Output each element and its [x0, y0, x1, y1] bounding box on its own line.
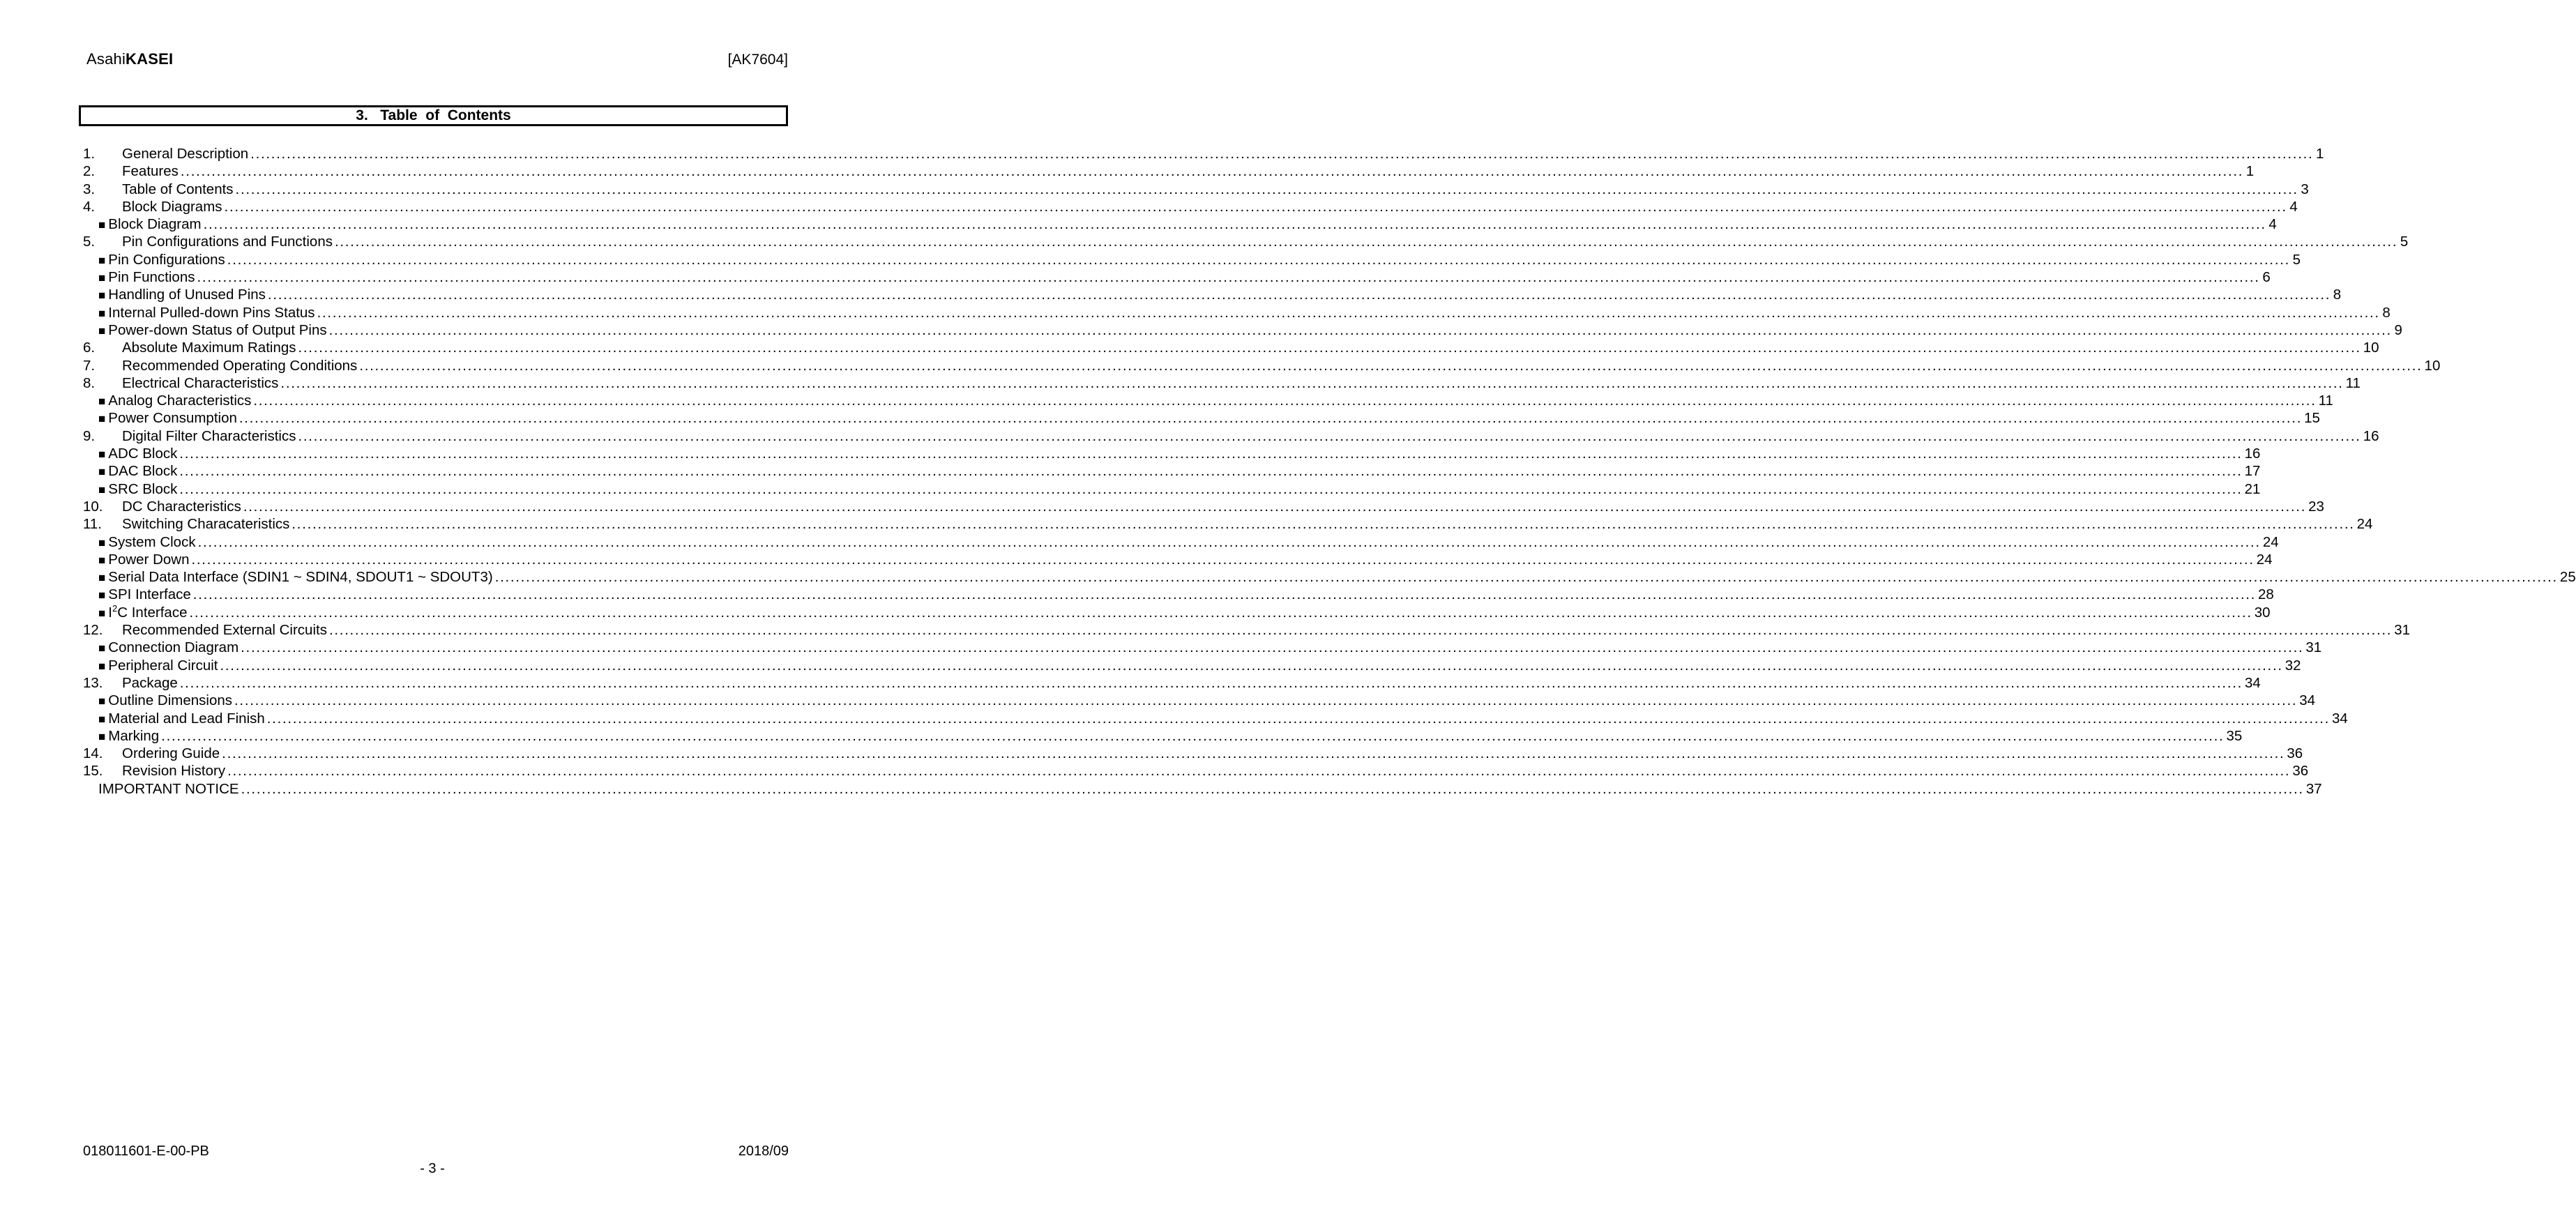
toc-dot-leader: ................................................................................................................................................................................................................................................................................................................................................................................................................ — [189, 604, 2252, 621]
toc-entry-number: 10. — [83, 498, 103, 515]
toc-entry-label: Connection Diagram — [108, 639, 239, 656]
toc-entry[interactable] — [83, 392, 2333, 409]
toc-dot-leader: ................................................................................................................................................................................................................................................................................................................................................................................................................ — [224, 198, 2287, 215]
toc-dot-leader: ................................................................................................................................................................................................................................................................................................................................................................................................................ — [203, 216, 2266, 233]
toc-page-number: 1 — [2316, 146, 2324, 162]
toc-entry[interactable] — [83, 145, 2324, 162]
toc-page-number: 28 — [2258, 586, 2274, 603]
toc-entry-label: Material and Lead Finish — [108, 710, 265, 727]
square-bullet-icon: ■ — [98, 412, 106, 426]
toc-entry-line — [83, 498, 2324, 515]
toc-entry-label: Table of Contents — [122, 181, 234, 197]
toc-entry[interactable] — [83, 215, 2277, 233]
toc-dot-leader: ................................................................................................................................................................................................................................................................................................................................................................................................................ — [317, 304, 2380, 321]
toc-entry-label: Handling of Unused Pins — [108, 287, 266, 303]
toc-entry-label: Pin Functions — [108, 269, 195, 286]
toc-dot-leader: ................................................................................................................................................................................................................................................................................................................................................................................................................ — [266, 710, 2331, 727]
toc-entry[interactable] — [83, 268, 2271, 286]
toc-entry-line — [83, 339, 2379, 356]
toc-entry[interactable] — [83, 409, 2320, 427]
toc-label-part: I — [108, 604, 112, 621]
toc-entry-label: Features — [122, 163, 179, 180]
toc-entry-label: DC Characteristics — [122, 498, 241, 515]
toc-dot-leader: ................................................................................................................................................................................................................................................................................................................................................................................................................ — [227, 763, 2291, 780]
toc-entry-line — [83, 233, 2409, 250]
toc-entry[interactable] — [83, 445, 2261, 462]
toc-entry-line — [83, 198, 2298, 215]
logo-text-bold: KASEI — [126, 50, 174, 68]
toc-page-number: 24 — [2356, 516, 2373, 533]
toc-page-number: 37 — [2305, 780, 2322, 797]
toc-entry-line — [83, 515, 2373, 533]
toc-entry-number: 4. — [83, 198, 96, 215]
toc-entry-label: SRC Block — [108, 480, 178, 497]
footer-page-number: - 3 - — [420, 1161, 445, 1176]
toc-entry-line — [83, 780, 2322, 798]
toc-dot-leader: ................................................................................................................................................................................................................................................................................................................................................................................................................ — [179, 674, 2243, 691]
table-of-contents — [83, 145, 2576, 798]
toc-page-number: 31 — [2394, 622, 2410, 639]
section-title-box — [79, 105, 788, 126]
toc-entry-label: Pin Configurations — [108, 251, 225, 268]
toc-page-number: 36 — [2292, 763, 2309, 780]
square-bullet-icon: ■ — [98, 271, 106, 285]
toc-page-number: 10 — [2363, 340, 2379, 356]
toc-entry-label: Ordering Guide — [122, 745, 220, 762]
toc-entry-line — [83, 462, 2261, 480]
logo-text-light: Asahi — [86, 50, 126, 68]
toc-page-number: 21 — [2244, 480, 2261, 497]
square-bullet-icon: ■ — [98, 483, 106, 496]
toc-page-number: 23 — [2308, 498, 2324, 515]
toc-page-number: 1 — [2245, 163, 2255, 180]
toc-dot-leader: ................................................................................................................................................................................................................................................................................................................................................................................................................ — [241, 639, 2304, 656]
toc-entry[interactable] — [83, 639, 2322, 656]
page-header — [86, 50, 788, 71]
square-bullet-icon: ■ — [98, 659, 106, 673]
toc-entry-line — [83, 710, 2348, 728]
toc-entry-label: Marking — [108, 727, 160, 744]
toc-dot-leader: ................................................................................................................................................................................................................................................................................................................................................................................................................ — [179, 463, 2243, 480]
toc-entry-label: System Clock — [108, 533, 196, 550]
toc-entry-label: Recommended Operating Conditions — [122, 357, 358, 374]
toc-entry-label: Outline Dimensions — [108, 692, 233, 709]
square-bullet-icon: ■ — [98, 395, 106, 409]
toc-entry[interactable] — [83, 780, 2322, 798]
toc-entry-line — [83, 357, 2441, 374]
toc-entry-label: Analog Characteristics — [108, 393, 252, 409]
square-bullet-icon: ■ — [98, 712, 106, 726]
toc-page-number: 4 — [2268, 216, 2277, 233]
toc-page-number: 15 — [2304, 410, 2320, 427]
toc-label-superscript: 2 — [112, 602, 118, 614]
toc-dot-leader: ................................................................................................................................................................................................................................................................................................................................................................................................................ — [298, 340, 2361, 356]
toc-page-number: 11 — [2345, 374, 2361, 391]
toc-page-number: 16 — [2244, 446, 2261, 462]
toc-entry-line — [83, 602, 2271, 622]
toc-entry[interactable] — [83, 427, 2379, 445]
toc-page-number: 8 — [2333, 287, 2342, 303]
toc-entry-line — [83, 445, 2261, 463]
toc-entry[interactable] — [83, 233, 2409, 250]
toc-page-number: 17 — [2244, 463, 2261, 480]
toc-entry-line — [83, 162, 2255, 180]
toc-entry-label: General Description — [122, 146, 249, 162]
toc-entry-line — [83, 304, 2391, 322]
toc-entry-label: Package — [122, 674, 178, 691]
toc-entry-number: 12. — [83, 622, 103, 639]
toc-entry-number: 8. — [83, 374, 96, 391]
toc-page-number: 9 — [2394, 321, 2402, 338]
toc-page-number: 34 — [2299, 692, 2316, 709]
toc-entry-number: 14. — [83, 745, 103, 762]
toc-page-number: 34 — [2245, 674, 2261, 691]
section-title: 3. Table of Contents — [356, 107, 511, 123]
toc-dot-leader: ................................................................................................................................................................................................................................................................................................................................................................................................................ — [238, 410, 2303, 427]
toc-entry-number: 15. — [83, 763, 103, 780]
toc-entry[interactable] — [83, 727, 2243, 745]
toc-page-number: 6 — [2262, 269, 2271, 286]
toc-page-number: 30 — [2254, 604, 2271, 621]
toc-dot-leader: ................................................................................................................................................................................................................................................................................................................................................................................................................ — [241, 780, 2304, 797]
toc-dot-leader: ................................................................................................................................................................................................................................................................................................................................................................................................................ — [222, 745, 2285, 762]
toc-dot-leader: ................................................................................................................................................................................................................................................................................................................................................................................................................ — [161, 727, 2225, 744]
toc-dot-leader: ................................................................................................................................................................................................................................................................................................................................................................................................................ — [180, 163, 2244, 180]
toc-dot-leader: ................................................................................................................................................................................................................................................................................................................................................................................................................ — [197, 533, 2261, 550]
toc-entry-line — [83, 568, 2576, 586]
toc-entry-label: Digital Filter Characteristics — [122, 427, 296, 444]
toc-dot-leader: ................................................................................................................................................................................................................................................................................................................................................................................................................ — [191, 551, 2255, 568]
square-bullet-icon: ■ — [98, 729, 106, 743]
footer-doc-number: 018011601-E-00-PB — [83, 1144, 209, 1159]
toc-entry[interactable] — [83, 251, 2301, 268]
toc-dot-leader: ................................................................................................................................................................................................................................................................................................................................................................................................................ — [267, 287, 2331, 303]
toc-entry-line — [83, 762, 2309, 780]
square-bullet-icon: ■ — [98, 641, 106, 655]
toc-dot-leader: ................................................................................................................................................................................................................................................................................................................................................................................................................ — [328, 321, 2392, 338]
square-bullet-icon: ■ — [98, 694, 106, 708]
toc-entry-label: Serial Data Interface (SDIN1 ~ SDIN4, SDOUT1 ~ SDOUT3) — [108, 569, 493, 586]
square-bullet-icon: ■ — [98, 465, 106, 479]
toc-entry[interactable] — [83, 339, 2379, 356]
toc-entry-number: 3. — [83, 181, 96, 197]
toc-dot-leader: ................................................................................................................................................................................................................................................................................................................................................................................................................ — [335, 234, 2398, 250]
toc-dot-leader: ................................................................................................................................................................................................................................................................................................................................................................................................................ — [494, 569, 2558, 586]
toc-entry-line — [83, 551, 2273, 569]
toc-entry-line — [83, 427, 2379, 445]
toc-dot-leader: ................................................................................................................................................................................................................................................................................................................................................................................................................ — [298, 427, 2361, 444]
square-bullet-icon: ■ — [98, 535, 106, 549]
toc-page-number: 8 — [2382, 304, 2391, 321]
toc-entry-line — [83, 215, 2277, 234]
square-bullet-icon: ■ — [98, 448, 106, 462]
toc-entry[interactable] — [83, 586, 2274, 603]
toc-entry-label: Revision History — [122, 763, 226, 780]
toc-dot-leader: ................................................................................................................................................................................................................................................................................................................................................................................................................ — [359, 357, 2423, 374]
toc-entry[interactable] — [83, 692, 2316, 709]
toc-page-number: 5 — [2400, 234, 2409, 250]
toc-entry-label — [108, 604, 187, 621]
toc-entry[interactable] — [83, 621, 2410, 639]
toc-entry-number: 5. — [83, 234, 96, 250]
toc-page-number: 36 — [2287, 745, 2303, 762]
toc-page-number: 24 — [2256, 551, 2273, 568]
footer-date: 2018/09 — [738, 1144, 789, 1159]
toc-entry-line — [83, 286, 2342, 304]
toc-page-number: 31 — [2305, 639, 2322, 656]
toc-entry[interactable] — [83, 462, 2261, 480]
toc-dot-leader: ................................................................................................................................................................................................................................................................................................................................................................................................................ — [179, 480, 2243, 497]
toc-entry-line — [83, 181, 2309, 198]
toc-entry[interactable] — [83, 762, 2309, 780]
toc-entry[interactable] — [83, 745, 2303, 762]
toc-entry-label: IMPORTANT NOTICE — [98, 780, 239, 797]
square-bullet-icon: ■ — [98, 306, 106, 320]
toc-entry-label: Recommended External Circuits — [122, 622, 327, 639]
toc-dot-leader: ................................................................................................................................................................................................................................................................................................................................................................................................................ — [291, 516, 2355, 533]
square-bullet-icon: ■ — [98, 571, 106, 585]
toc-dot-leader: ................................................................................................................................................................................................................................................................................................................................................................................................................ — [192, 586, 2257, 603]
toc-entry-line — [83, 533, 2279, 552]
toc-entry[interactable] — [83, 657, 2301, 674]
toc-entry-line — [83, 586, 2274, 604]
toc-entry-label: Electrical Characteristics — [122, 374, 279, 391]
toc-page-number: 35 — [2226, 727, 2243, 744]
toc-dot-leader: ................................................................................................................................................................................................................................................................................................................................................................................................................ — [243, 498, 2307, 515]
toc-entry-line — [83, 392, 2333, 410]
toc-entry[interactable] — [83, 181, 2309, 198]
toc-entry[interactable] — [83, 304, 2391, 321]
toc-dot-leader: ................................................................................................................................................................................................................................................................................................................................................................................................................ — [250, 146, 2314, 162]
toc-entry-number: 7. — [83, 357, 96, 374]
square-bullet-icon: ■ — [98, 606, 106, 620]
toc-entry-line — [83, 639, 2322, 657]
toc-entry[interactable] — [83, 357, 2441, 374]
document-id: [AK7604] — [727, 52, 788, 68]
toc-entry-number: 11. — [83, 516, 102, 533]
square-bullet-icon: ■ — [98, 553, 106, 567]
square-bullet-icon: ■ — [98, 588, 106, 602]
toc-entry-line — [83, 145, 2324, 162]
toc-entry-number: 9. — [83, 427, 96, 444]
toc-dot-leader: ................................................................................................................................................................................................................................................................................................................................................................................................................ — [234, 692, 2298, 709]
toc-page-number: 5 — [2292, 251, 2301, 268]
toc-entry-line — [83, 674, 2261, 692]
toc-entry-label: SPI Interface — [108, 586, 191, 603]
toc-page-number: 10 — [2424, 357, 2441, 374]
square-bullet-icon: ■ — [98, 289, 106, 303]
toc-entry-line — [83, 268, 2271, 287]
toc-entry-label: ADC Block — [108, 446, 178, 462]
toc-entry[interactable] — [83, 674, 2261, 692]
toc-entry-number: 6. — [83, 340, 96, 356]
toc-page-number: 25 — [2559, 569, 2576, 586]
toc-entry[interactable] — [83, 515, 2373, 533]
toc-entry-label: Pin Configurations and Functions — [122, 234, 333, 250]
toc-page-number: 3 — [2301, 181, 2309, 197]
toc-entry-label: Internal Pulled-down Pins Status — [108, 304, 315, 321]
toc-entry-label: Block Diagrams — [122, 198, 222, 215]
toc-page-number: 34 — [2332, 710, 2348, 727]
toc-entry-line — [83, 409, 2320, 427]
toc-entry-label: Power Down — [108, 551, 190, 568]
toc-entry[interactable] — [83, 374, 2361, 392]
toc-entry[interactable] — [83, 551, 2273, 568]
square-bullet-icon: ■ — [98, 218, 106, 232]
toc-entry[interactable] — [83, 533, 2279, 551]
toc-page-number: 16 — [2363, 427, 2379, 444]
toc-dot-leader: ................................................................................................................................................................................................................................................................................................................................................................................................................ — [220, 657, 2283, 674]
toc-entry-label: DAC Block — [108, 463, 178, 480]
toc-entry[interactable] — [83, 602, 2271, 621]
toc-dot-leader: ................................................................................................................................................................................................................................................................................................................................................................................................................ — [280, 374, 2344, 391]
toc-entry-label: Absolute Maximum Ratings — [122, 340, 296, 356]
toc-page-number: 11 — [2318, 393, 2333, 409]
square-bullet-icon: ■ — [98, 253, 106, 267]
toc-entry-label: Switching Characateristics — [122, 516, 290, 533]
toc-entry-line — [83, 621, 2410, 639]
asahi-kasei-logo — [86, 50, 173, 68]
square-bullet-icon: ■ — [98, 324, 106, 337]
toc-dot-leader: ................................................................................................................................................................................................................................................................................................................................................................................................................ — [179, 446, 2243, 462]
toc-entry-number: 2. — [83, 163, 96, 180]
toc-page-number: 32 — [2285, 657, 2301, 674]
toc-dot-leader: ................................................................................................................................................................................................................................................................................................................................................................................................................ — [328, 622, 2393, 639]
toc-entry-line — [83, 727, 2243, 745]
toc-dot-leader: ................................................................................................................................................................................................................................................................................................................................................................................................................ — [197, 269, 2260, 286]
toc-entry-label: Block Diagram — [108, 216, 202, 233]
toc-entry-line — [83, 374, 2361, 392]
toc-entry-line — [83, 745, 2303, 762]
toc-entry[interactable] — [83, 498, 2324, 515]
toc-dot-leader: ................................................................................................................................................................................................................................................................................................................................................................................................................ — [235, 181, 2298, 197]
toc-label-part: C Interface — [117, 604, 188, 621]
toc-entry[interactable] — [83, 480, 2261, 498]
toc-entry-number: 1. — [83, 146, 96, 162]
toc-dot-leader: ................................................................................................................................................................................................................................................................................................................................................................................................................ — [227, 251, 2291, 268]
toc-entry-line — [83, 657, 2301, 675]
toc-entry[interactable] — [83, 162, 2255, 180]
toc-page-number: 24 — [2262, 533, 2279, 550]
toc-entry-line — [83, 692, 2316, 710]
toc-entry-line — [83, 480, 2261, 499]
toc-entry[interactable] — [83, 286, 2342, 303]
toc-entry[interactable] — [83, 198, 2298, 215]
toc-entry-line — [83, 251, 2301, 269]
toc-entry[interactable] — [83, 710, 2348, 727]
toc-entry-line — [83, 321, 2402, 340]
toc-page-number: 4 — [2289, 198, 2298, 215]
toc-entry[interactable] — [83, 568, 2576, 586]
toc-entry-label: Power Consumption — [108, 410, 237, 427]
toc-entry[interactable] — [83, 321, 2402, 339]
toc-entry-label: Peripheral Circuit — [108, 657, 218, 674]
toc-dot-leader: ................................................................................................................................................................................................................................................................................................................................................................................................................ — [253, 393, 2317, 409]
toc-entry-number: 13. — [83, 674, 103, 691]
toc-entry-label: Power-down Status of Output Pins — [108, 321, 327, 338]
